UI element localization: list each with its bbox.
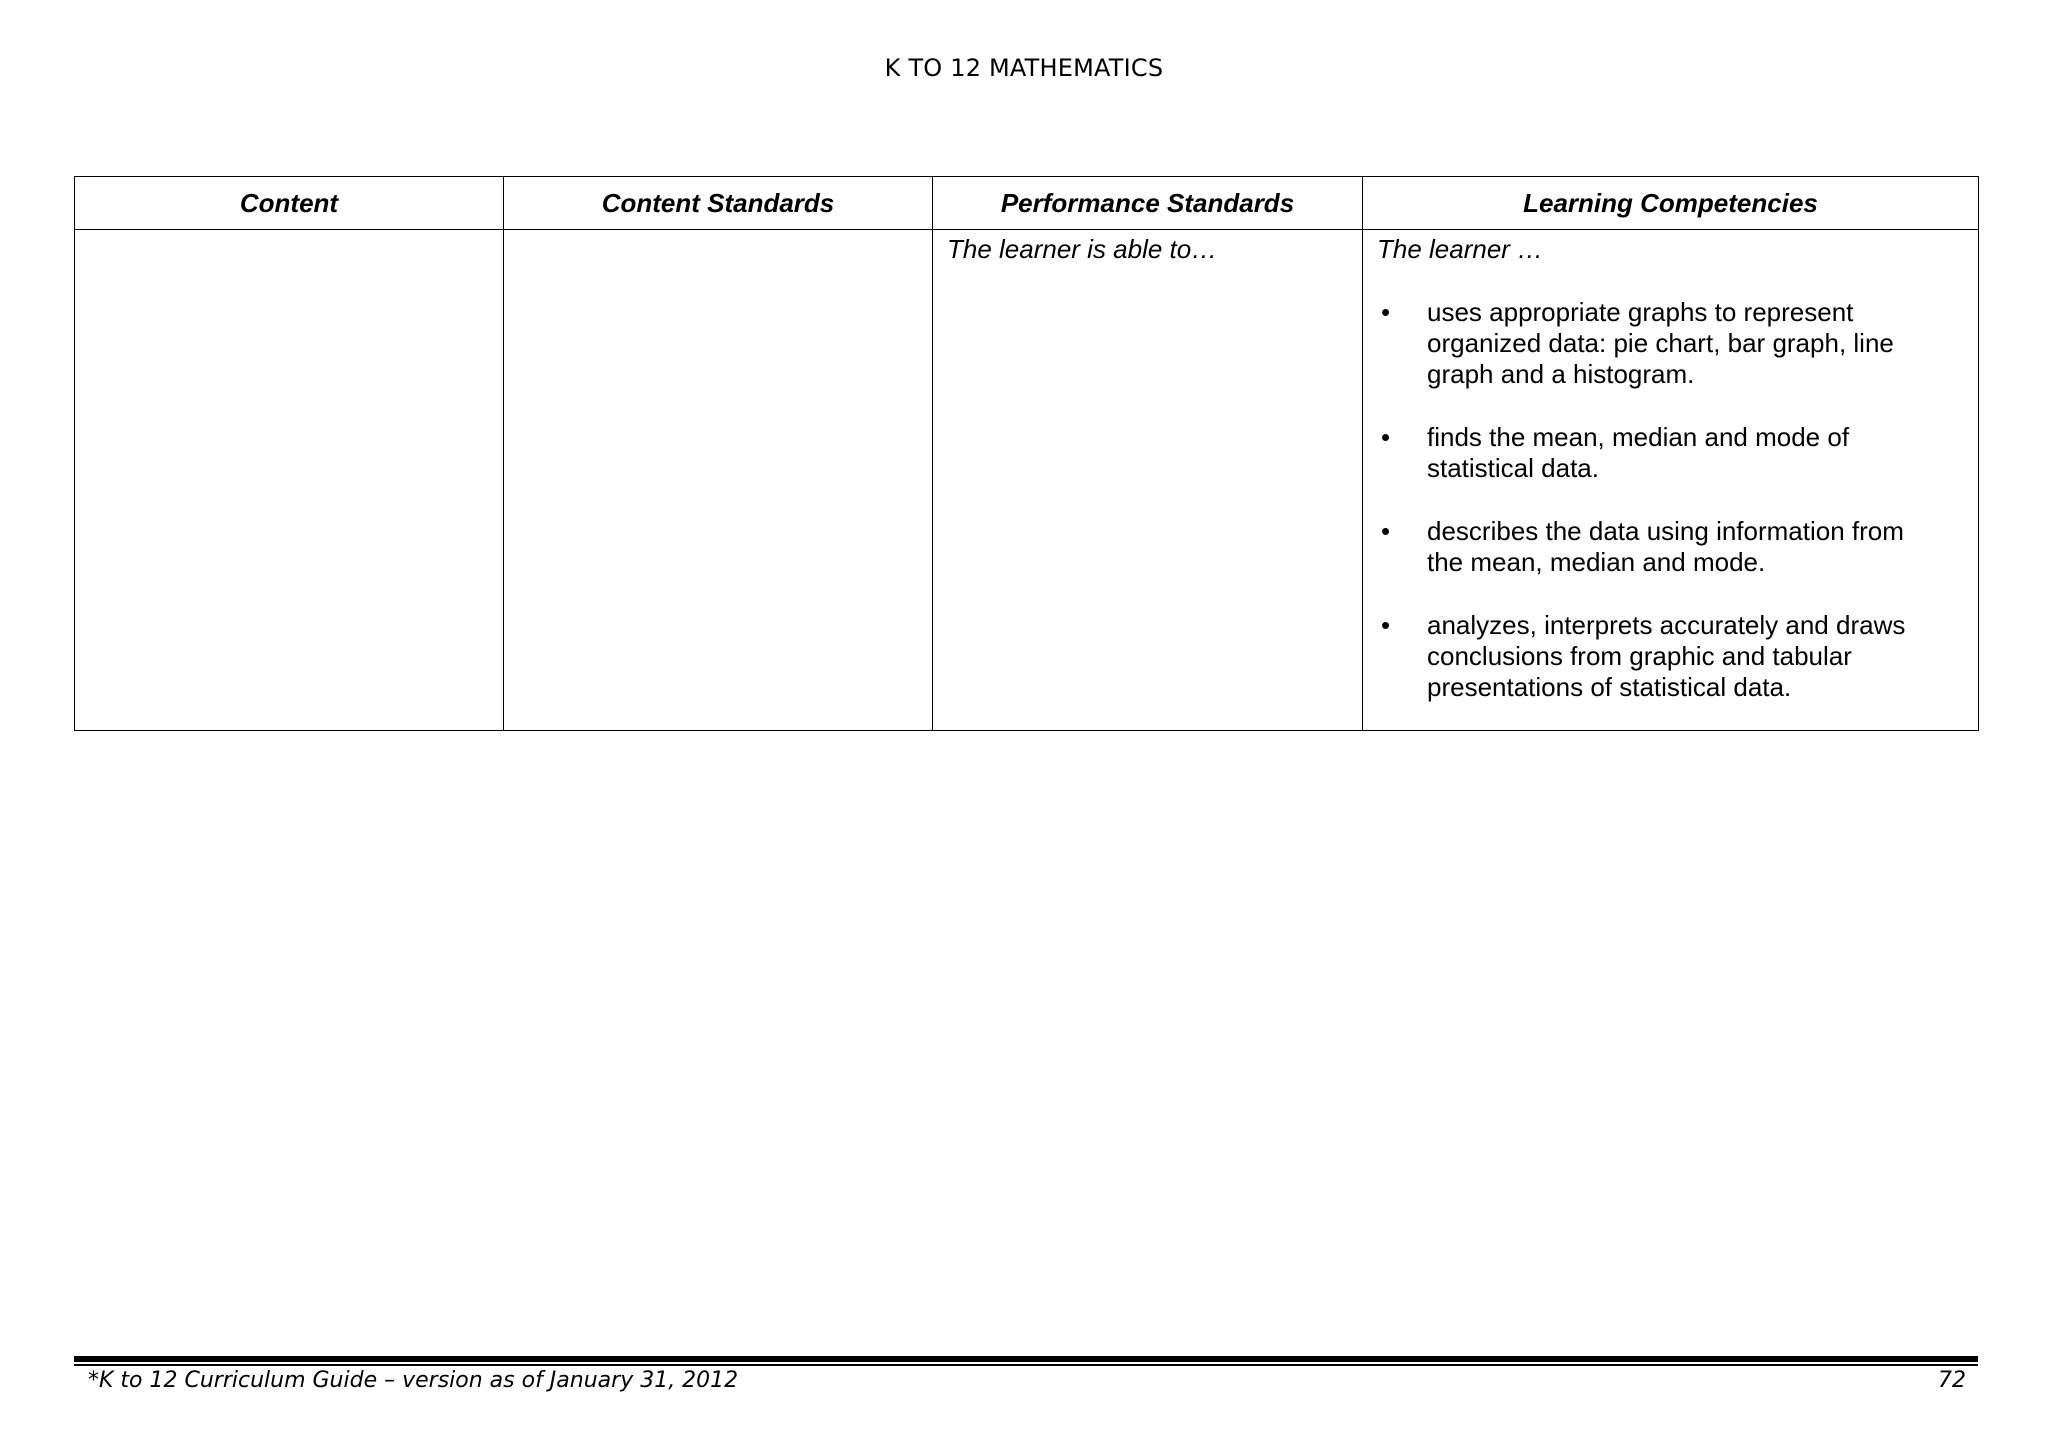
bullet-icon: • bbox=[1381, 516, 1391, 546]
competency-text: uses appropriate graphs to represent organized data: pie chart, bar graph, line graph and a histogram. bbox=[1427, 297, 1894, 389]
list-item bbox=[1377, 297, 1938, 390]
page-title: K TO 12 MATHEMATICS bbox=[884, 54, 1164, 82]
performance-standards-cell bbox=[933, 230, 1363, 731]
footer-note: *K to 12 Curriculum Guide – version as of January 31, 2012 bbox=[88, 1368, 739, 1393]
curriculum-table bbox=[74, 176, 1979, 731]
bullet-icon: • bbox=[1381, 610, 1391, 640]
competency-list bbox=[1363, 297, 1978, 703]
bullet-icon: • bbox=[1381, 422, 1391, 452]
column-header-content: Content bbox=[75, 177, 504, 230]
page-number: 72 bbox=[1938, 1368, 1966, 1393]
competency-text: analyzes, interprets accurately and draws conclusions from graphic and tabular presentations of statistical data. bbox=[1427, 610, 1906, 702]
column-header-content-standards: Content Standards bbox=[504, 177, 933, 230]
content-standards-cell bbox=[504, 230, 933, 731]
list-item bbox=[1377, 610, 1938, 703]
footer-divider-thick bbox=[74, 1356, 1978, 1362]
column-header-learning-competencies: Learning Competencies bbox=[1363, 177, 1979, 230]
column-header-performance-standards: Performance Standards bbox=[933, 177, 1363, 230]
list-item bbox=[1377, 422, 1938, 484]
content-cell bbox=[75, 230, 504, 731]
list-item bbox=[1377, 516, 1938, 578]
table-row bbox=[75, 230, 1979, 731]
competency-text: finds the mean, median and mode of statistical data. bbox=[1427, 422, 1850, 483]
bullet-icon: • bbox=[1381, 297, 1391, 327]
learning-competencies-cell bbox=[1363, 230, 1979, 731]
table-header-row bbox=[75, 177, 1979, 230]
performance-standards-intro: The learner is able to… bbox=[947, 234, 1218, 264]
footer-divider-thin bbox=[74, 1364, 1978, 1366]
competency-text: describes the data using information from the mean, median and mode. bbox=[1427, 516, 1904, 577]
learning-competencies-intro: The learner … bbox=[1377, 234, 1544, 264]
